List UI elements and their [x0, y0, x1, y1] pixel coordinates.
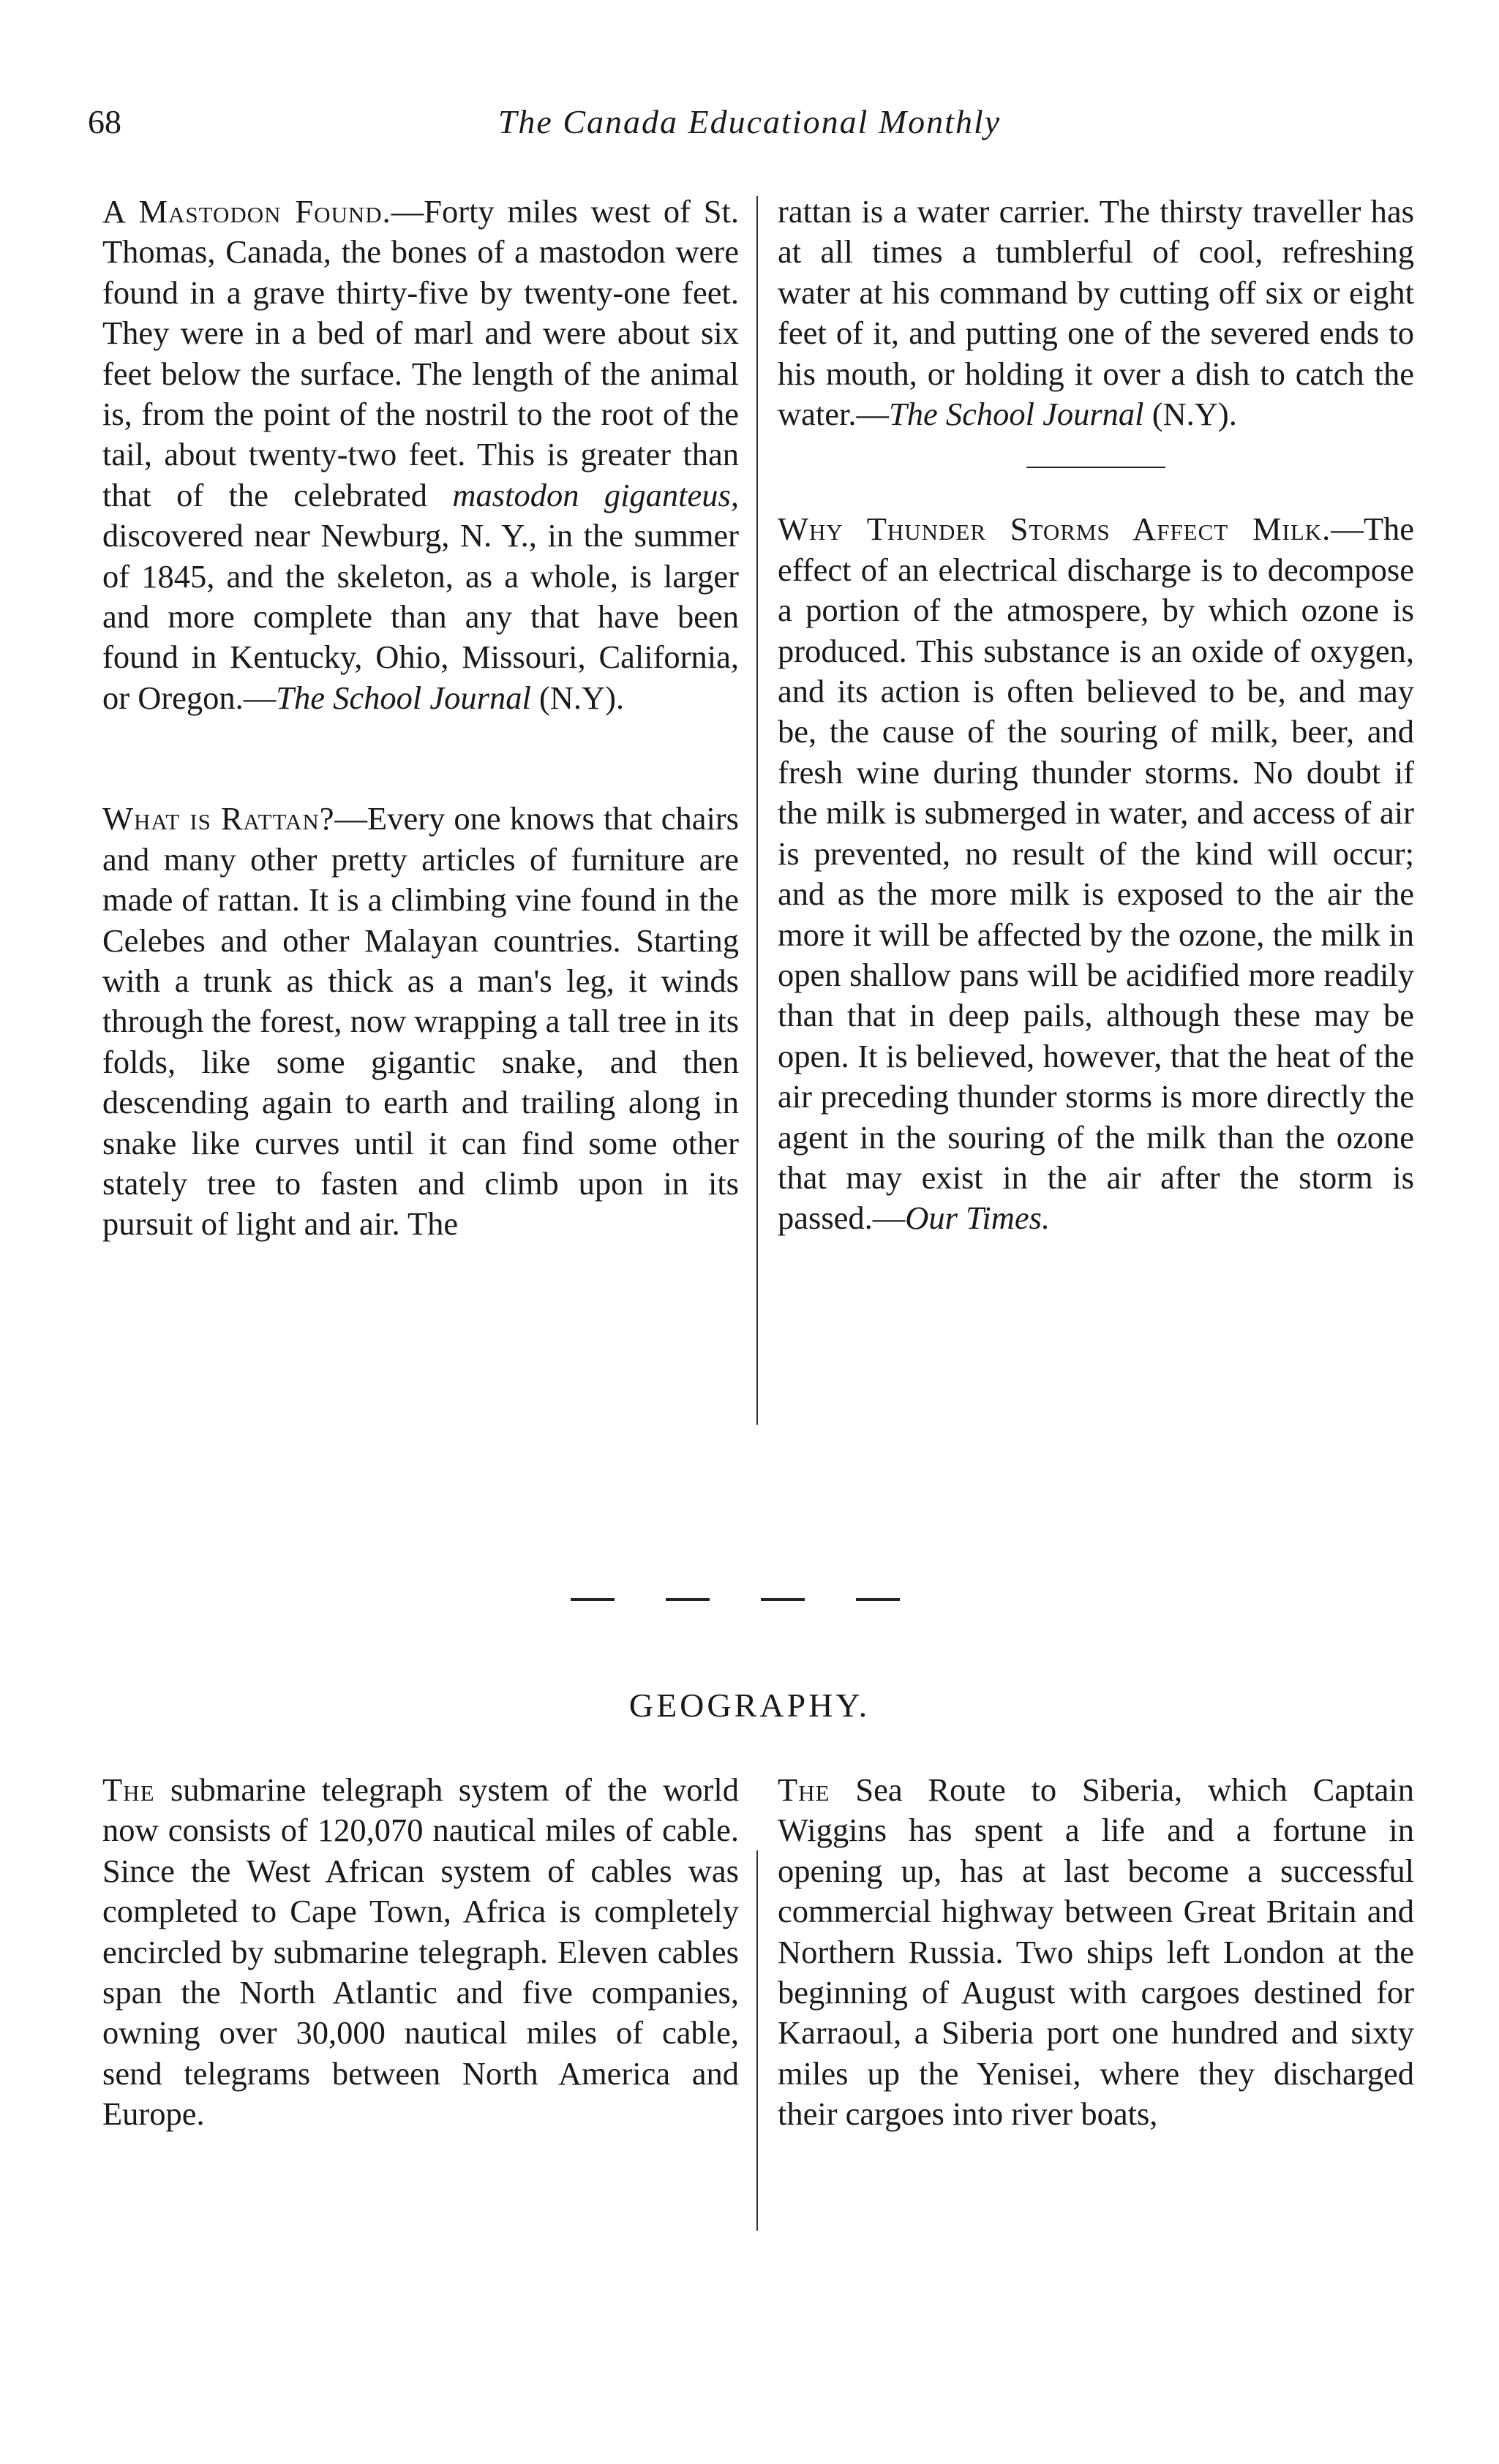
article-separator: [1026, 467, 1165, 468]
article-title: A Mastodon Found.: [102, 193, 391, 230]
article-text: Sea Route to Siberia, which Captain Wiggins has spent a life and a fortune in opening up, has at last become a successful commercial highway between Great Britain and Northern Russia. Two ships left London at the beginning of August with cargoes destined for Karraoul, a Siberia port one hundred and sixty miles up the Yenisei, where they discharged their cargoes into river boats,: [778, 1771, 1414, 2133]
page-number: 68: [88, 103, 121, 140]
running-title: The Canada Educational Monthly: [497, 103, 1002, 140]
article-title: What is Rattan?: [102, 800, 335, 837]
article-source-place: (N.Y).: [1143, 396, 1237, 433]
section-divider: [571, 1598, 936, 1601]
article-title: Why Thunder Storms Affect Milk.: [778, 510, 1331, 548]
lead-word: The: [778, 1771, 830, 1808]
article-source: Our Times.: [905, 1199, 1051, 1237]
column-divider: [756, 196, 758, 1425]
species-name: mastodon giganteus,: [452, 476, 739, 513]
article-text: discovered near Newburg, N. Y., in the summer of 1845, and the skeleton, as a whole, is larger and more complete than any that have been found in Kentucky, Ohio, Missouri, California, or Oregon.—: [102, 517, 739, 716]
right-column-bottom: [778, 1770, 1414, 2135]
article-text: —The effect of an electrical discharge is to decompose a portion of the atmospere, by which ozone is produced. This substance is an oxide of oxygen, and its action is often believed to be, and may be, the cause of the souring of milk, beer, and fresh wine during thunder storms. No doubt if the milk is submerged in water, and access of air is prevented, no result of the kind will occur; and as the more milk is exposed to the air the more it will be affected by the ozone, the milk in open shallow pans will be acidified more readily than that in deep pails, although these may be open. It is believed, however, that the heat of the air preceding thunder storms is more directly the agent in the souring of the milk than the ozone that may exist in the air after the storm is passed.—: [778, 510, 1414, 1237]
article-thunder: [778, 509, 1414, 1238]
article-source: The School Journal: [889, 396, 1144, 433]
section-heading: GEOGRAPHY.: [628, 1687, 871, 1724]
spacer: [102, 718, 739, 799]
left-column-top: [102, 192, 739, 1245]
column-divider: [756, 1850, 758, 2231]
article-siberia: [778, 1770, 1414, 2135]
lead-word: The: [102, 1771, 155, 1808]
article-text: submarine telegraph system of the world now consists of 120,070 nautical miles of cable. Since the West African system of cables was completed to Cape Town, Africa is completely encircled by submarine telegraph. Eleven cables span the North Atlantic and five companies, owning over 30,000 nautical miles of cable, send telegrams between North America and Europe.: [102, 1771, 739, 2133]
article-text: —Every one knows that chairs and many other pretty articles of furniture are made of rattan. It is a climbing vine found in the Celebes and other Malayan countries. Starting with a trunk as thick as a man's leg, it winds through the forest, now wrapping a tall tree in its folds, like some gigantic snake, and then descending again to earth and trailing along in snake like curves until it can find some other stately tree to fasten and climb upon in its pursuit of light and air. The: [102, 800, 740, 1243]
right-column-top: [778, 192, 1414, 1239]
article-text: —Forty miles west of St. Thomas, Canada, the bones of a mastodon were found in a grave thirty-five by twenty-one feet. They were in a bed of marl and were about six feet below the surface. The length of the animal is, from the point of the nostril to the root of the tail, about twenty-two feet. This is greater than that of the celebrated: [102, 193, 739, 513]
article-source-place: (N.Y).: [530, 679, 625, 716]
article-mastodon: [102, 192, 739, 718]
page-header: [0, 102, 1499, 154]
article-text: rattan is a water carrier. The thirsty traveller has at all times a tumblerful of cool, refreshing water at his command by cutting off six or eight feet of it, and putting one of the severed ends to his mouth, or holding it over a dish to catch the water.—: [778, 193, 1414, 433]
article-source: The School Journal: [276, 679, 531, 716]
article-telegraph: [102, 1770, 739, 2135]
left-column-bottom: [102, 1770, 739, 2135]
article-rattan: [102, 799, 739, 1244]
article-rattan-continued: [778, 192, 1414, 434]
